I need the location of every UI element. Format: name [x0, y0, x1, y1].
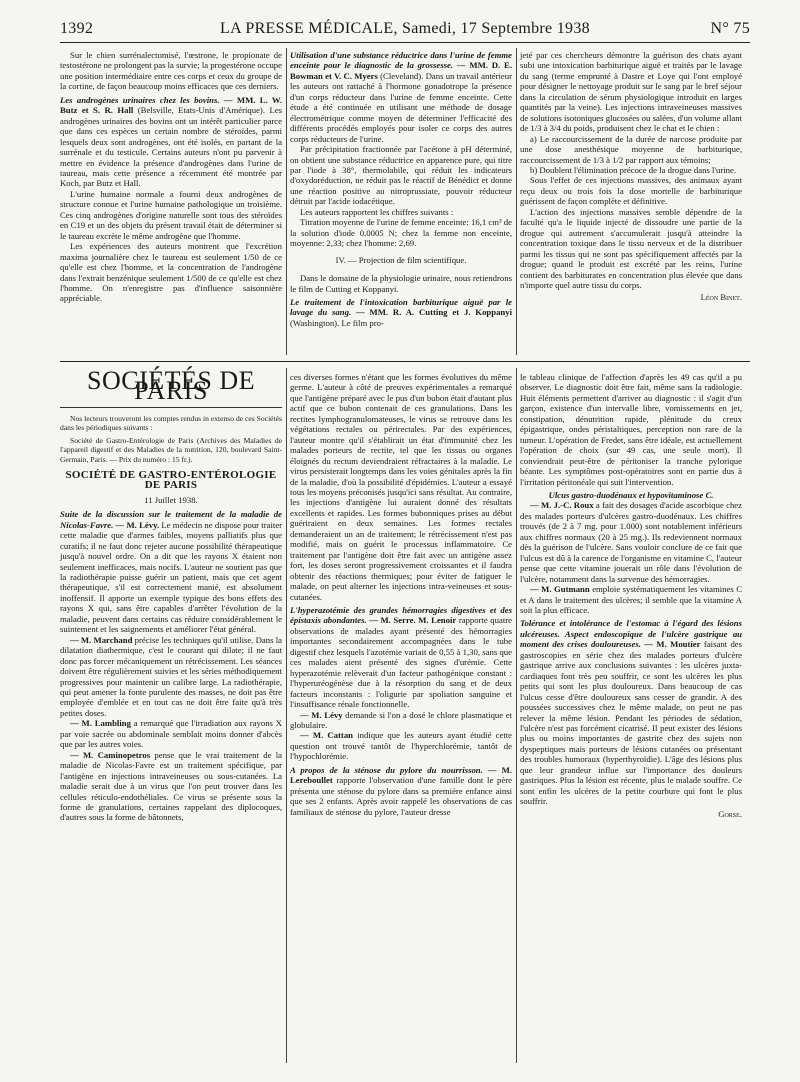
article-heading: L'hyperazotémie des grandes hémorragies digestives et des épistaxis abondantes. — — [290, 604, 512, 626]
paragraph: (Cleveland). Dans un travail antérieur les auteurs ont rattaché à l'hormone gonadotrope la présence d'un corps réducteur dans l'urine de femme enceinte. Cette étude a été continuée en utilisant une méthode de dosage électrométrique comme moyen de déterminer l'efficacité des différents procédés employés pour isoler ce corps des autres corps réducteurs de l'urine. — [290, 70, 512, 144]
article-entry — [520, 500, 742, 584]
paragraph: a fait des dosages d'acide ascorbique chez des malades porteurs d'ulcères gastro-duodénaux. Les chiffres trouvés (de 2 à 7 mg. pour 1.000) sont notablement inférieurs aux chiffres normaux (20 à 25 mg.). Ils redeviennent normaux dès la guérison de l'ulcère. Sans vouloir conclure de ce fait que l'ulcus est dû à la carence de l'organisme en vitamine C, l'auteur pense que cette vitamine jouerait un rôle dans l'évolution de l'ulcère, notamment dans la survenue des hémorragies. — [520, 500, 743, 584]
article-entry — [290, 710, 512, 731]
article-entry — [60, 750, 282, 823]
article-entry — [520, 618, 742, 806]
paragraph: L'urine humaine normale a fourni deux androgènes de structure connue et l'urine humaine pathologique un troisième. Ces cinq androgènes d'origine naturelle sont tous des stéroïdes en C19 et un des objets du présent travail était de déterminer si le taureau excrète le même androgène que l'homme. — [60, 188, 282, 241]
author-names: — M. Marchand — [70, 634, 133, 645]
top-column-2 — [290, 50, 512, 328]
author-names: MM. D. E. Bowman et V. C. Myers — [290, 60, 512, 81]
paragraph: Dans le domaine de la physiologie urinaire, nous retiendrons le film de Cutting et Koppanyi. — [290, 273, 512, 294]
paragraph: Les expériences des auteurs montrent que l'excrétion maxima journalière chez le taureau est seulement 1/50 de ce qu'elle est chez l'homme, et la concentration de l'androgène dans l'extrait benzénique seulement 1/500 de ce qu'elle est chez l'homme. On n'enregistre pas d'influence saisonnière appréciable. — [60, 241, 282, 304]
issue-number: N° 75 — [710, 20, 750, 37]
column-rule — [516, 48, 517, 355]
article-entry — [290, 765, 512, 817]
article-heading: Ulcus gastro-duodénaux et hypovitaminose C. — [548, 489, 714, 500]
author-names: M. Serre. M. Lenoir — [380, 615, 457, 626]
reference-note: Société de Gastro-Entérologie de Paris (Archives des Maladies de l'appareil digestif et des Maladies de la nutrition, 120, boulevard Saint-Germain, Paris. — Prix du numéro : 15 fr.). — [60, 435, 282, 464]
author-names: MM. R. A. Cutting et J. Koppanyi — [369, 307, 513, 318]
paragraph: (Washington). Le film pro- — [290, 317, 384, 328]
article-entry — [290, 730, 512, 761]
author-names: M. Lévy. — [126, 519, 160, 530]
section-divider — [60, 361, 750, 362]
title-rule — [60, 407, 282, 408]
article-heading: Utilisation d'une substance réductrice dans l'urine de femme enceinte pour le diagnostic de la grossesse. — — [290, 50, 512, 71]
paragraph: faisant des gastroscopies en série chez des malades porteurs d'ulcère gastrique arrive aux conclusions suivantes : les ulcères juxta-cardiaques font très peu souffrir, ce sont les ulcères les plus petits qui sont les plus douloureux. Dans beaucoup de cas l'ulcus cesse d'être douloureux sans cesser de grandir. A des poussées successives chez le même malade, on peut ne pas relever la même lésion. Pendant les périodes de sédation, l'ulcère n'est pas forcément cicatrisé. Il peut exister des lésions plus ou moins importantes de gastrite chez des sujets non dyspeptiques mais porteurs de lésions cutanées ou présentant des troubles humoraux (hyperthyroïdie). L'âge des lésions plus que leur grandeur influe sur l'importance des douleurs gastriques. Plus la lésion est récente, plus le malade souffre. Ce sont enfin les ulcères de la petite courbure qui font le plus souffrir. — [520, 639, 743, 807]
article-heading: Tolérance et intolérance de l'estomac à l'égard des lésions ulcéreuses. Aspect endoscopique de l'ulcère gastrique au moment des crises douloureuses. — — [520, 618, 742, 650]
author-names: MM. L. W. Butz et S. R. Hall — [60, 94, 282, 116]
page-number: 1392 — [60, 20, 94, 37]
paragraph: rapporte l'observation d'une famille dont le père présenta une sténose du pylore dans sa première enfance ainsi que ses 2 enfants. Après avoir rappelé les observations de cas familiaux de sténose du pylore, l'auteur dresse — [290, 775, 512, 817]
society-heading: SOCIÉTÉ DE GASTRO-ENTÉROLOGIE DE PARIS — [65, 468, 277, 492]
article-heading: Les androgènes urinaires chez les bovins. — — [60, 94, 233, 105]
page-header — [60, 20, 750, 43]
author-names: — M. Caminopetros — [70, 749, 151, 760]
paragraph: jeté par ces chercheurs démontre la guérison des chats ayant subi une intoxication barbiturique aiguë et traités par le lavage du sang (terme emprunté à Dastre et Loye qui l'ont employé pour désigner le nettoyage produit sur le sang par le bref séjour dans la circulation de sérum physiologique introduit en larges quantités par la veine). Les injections intraveineuses massives de solutions isotoniques glucosées ou salées, d'un volume allant de 1/3 à 3/4 du poids, produisent chez le chat et le chien : — [520, 50, 742, 134]
paragraph: (Belsville, Etats-Unis d'Amérique). Les androgènes urinaires des bovins ont un intérêt particulier parce que dans ces espèces un certain nombre de stéroïdes, parmi lesquels deux sont androgènes, ont été isolés, en partant de la surrénale et du testicule. Certains auteurs n'ont pu parvenir à mettre en évidence la présence d'androgènes dans l'urine de taureau, mais cette présence a récemment été montrée par Koch, par Butz et Hall. — [60, 105, 282, 189]
author-names: M. Moutier — [656, 639, 701, 650]
article-entry — [60, 509, 282, 634]
article-heading: Le traitement de l'intoxication barbiturique aiguë par le lavage du sang. — — [290, 296, 512, 318]
paragraph: Les auteurs rapportent les chiffres suivants : — [300, 206, 454, 217]
paragraph: ces diverses formes n'étant que les formes évolutives du même germe. L'auteur à côté de preuves expérimentales a remarqué que l'antigène préparé avec le pus d'un bubon était d'autant plus actif que ce bubon contenait de ces granulations. Dans les rectites lymphogranulomateuses, le virus se retrouve dans les végétations rectales ou périrectales. Par des expériences, l'auteur montre qu'il s'établirait un état d'immunité chez les malades porteurs de rectite, tel que les tissus ou organes éloignés du rectum deviendraient réfractaires à la maladie. Le virus persisterait longtemps dans les voies génitales après la fin de la maladie, d'où la possibilité d'épidémies. L'auteur a essayé tous les moyens préconisés jusqu'ici sans résultat. Au contraire, les injections d'antigène lui auraient donné des résultats excellents et rapides. Les formes bubonniques prises au début guériraient en deux semaines. Les formes rectales demanderaient un an de traitement; le rétrécissement n'est pas modifié, mais on guérit le processus inflammatoire. Ce traitement par l'antigène doit être fait avec un antigène assez fort, les doses seront progressivement croissantes et il faudra obtenir des réactions thermiques; pour éviter de fatiguer le malade, on peut alterner les injections intra-veineuses et sous-cutanées. — [290, 372, 512, 602]
author-names: M. Lereboullet — [290, 764, 512, 786]
article-entry — [290, 605, 512, 710]
author-names: — M. Lambling — [70, 718, 131, 729]
paragraph: emploie systématiquement les vitamines C et A dans le traitement des ulcères; il semble que la vitamine A soit la plus efficace. — [520, 584, 742, 615]
column-rule — [286, 48, 287, 355]
author-names: — M. Lévy — [300, 709, 343, 720]
top-column-1 — [60, 50, 282, 304]
paragraph: Par précipitation fractionnée par l'acétone à pH déterminé, on obtient une substance réductrice en apparence pure, qui titre par l'iode à 38°, thermolabile, qui réduit les indicateurs d'oxydoréduction, ne réduit pas le réactif de Bénédict et donne une réaction positive au nitroprussiate, pouvoir réducteur détruit par l'acide iodacétique. — [290, 144, 512, 207]
paragraph: précise les techniques qu'il utilise. Dans la dilatation diathermique, c'est le courant qui dilate; il ne faut donc pas forcer mécaniquement un rétrécissement. Les séances doivent être régulièrement suivies et les séries méthodiquement progressives pour maintenir un calibre large. La radiothérapie, qui peut amener la fonte purulente des masses, ne doit pas être employée d'emblée et en tout cas ne doit être faite qu'à très petites doses. — [60, 634, 283, 718]
paragraph: L'action des injections massives semble dépendre de la faculté qu'a le liquide injecté de dissoudre une partie de la drogue qui autrement s'accumulerait jusqu'à atteindre la concentration toxique dans le tissu nerveux et de la distribuer parmi les tissus qui ne sont pas spécifiquement affectés par la drogue; quand le produit est excrété par les reins, l'urine contient des barbiturates en concentration plus élevée que dans n'importe quel autre tissu du corps. — [520, 206, 742, 290]
session-date: 11 Juillet 1938. — [144, 494, 198, 505]
article-heading: A propos de la sténose du pylore du nourrisson. — — [290, 764, 497, 775]
paragraph: Le médecin ne dispose pour traiter cette maladie que d'armes faibles, moyens palliatifs plus que curatifs; il ne faut donc rejeter aucune possibilité thérapeutique jusqu'à nouvel ordre. On a dit que les rayons X étaient non seulement inefficaces, mais nocifs. L'auteur ne soutient pas que la radiothérapie puisse guérir un patient, mais que cet agent thérapeutique, s'il est correctement manié, est absolument inoffensif. Il apporte un exemple typique des bons effets des rayons X qui, sans être capables d'arrêter l'évolution de la maladie, peuvent dans certains cas réduire considérablement le suintement et les saignements et améliorer l'état général. — [60, 519, 283, 635]
paragraph: Sous l'effet de ces injections massives, des animaux ayant reçu deux ou trois fois la dose mortelle de barbiturique guérissent de façon complète et définitive. — [520, 175, 742, 207]
paragraph: indique que les auteurs ayant étudié cette question ont trouvé tantôt de l'hyperchlorémie, tantôt de l'hypochlorémie. — [290, 730, 513, 762]
top-column-3 — [520, 50, 742, 303]
author-signature: Gorse. — [718, 808, 742, 819]
paragraph: demande si l'on a dosé le chlore plasmatique et globulaire. — [290, 709, 513, 730]
article-entry — [520, 584, 742, 615]
article-entry — [290, 297, 512, 328]
paragraph: b) Doublent l'élimination précoce de la drogue dans l'urine. — [530, 164, 737, 175]
article-entry — [60, 635, 282, 719]
author-names: — M. Cattan — [300, 730, 353, 741]
societies-column-2 — [290, 372, 512, 817]
paragraph: pense que le vrai traitement de la maladie de Nicolas-Favre est un traitement spécifique, par l'antigène en injections intraveineuses ou sous-cutanées. La maladie serait due à un virus que l'on peut trouver dans les cellules réticulo-endothéliales. Ce virus se présente sous la forme de granulations, certaines rappelant des diplocoques, d'autres sous la forme de bâtonnets, — [60, 749, 282, 823]
column-rule — [286, 368, 287, 1063]
paragraph: le tableau clinique de l'affection d'après les 49 cas qu'il a pu observer. Le diagnostic doit être fait, même sans la radiologie. Huit éléments permettent d'arriver au diagnostic : il s'agit d'un garçon, existence d'un intervalle libre, vomissements en jet, constipation, dénutrition rapide, plénitude du creux épigastrique, ondes péristaltiques, perception non rare de la tumeur. L'opération de Fredet, sans être idéale, est actuellement l'opération de choix (sur 49 cas, une seule mort). Il conviendrait peut-être de péritoniser la tranche pylorique béante. Les symptômes post-opératoires sont en partie dus à l'irritation péritonéale qui suit l'intervention. — [520, 372, 742, 487]
article-entry — [60, 718, 282, 749]
journal-title: LA PRESSE MÉDICALE, Samedi, 17 Septembre 1938 — [220, 20, 590, 37]
paragraph: Sur le chien surrénalectomisé, l'œstrone, le propionate de testostérone ne prolongent pas la survie; la progestérone occupe une position intermédiaire entre ces corps et ceux du groupe de la cortine, de façon beaucoup moins efficaces que ces derniers. — [60, 50, 282, 92]
author-names: — M. J.-C. Roux — [530, 500, 594, 511]
societies-column-3 — [520, 372, 742, 819]
intro-note: Nos lecteurs trouveront les comptes rendus in extenso de ces Sociétés dans les périodiques suivants : — [60, 413, 282, 433]
column-rule — [516, 368, 517, 1063]
paragraph: Titration moyenne de l'urine de femme enceinte: 16,1 cm³ de la solution d'iode 0.0005 N; chez la femme non enceinte, moyenne: 2,33; chez l'homme: 2,69. — [290, 217, 512, 249]
author-names: — M. Gutmann — [530, 584, 590, 595]
societies-column-1 — [60, 366, 283, 823]
author-signature: Léon Binet. — [700, 292, 742, 303]
section-heading: IV. — Projection de film scientifique. — [335, 254, 467, 265]
paragraph: rapporte quatre observations de malades ayant présenté des hémorragies importantes secondairement accompagnées dans le tube digestif chez lesquels l'azotémie variait de 0,55 à 1,30, sans que ces malades aient présenté des signes d'urémie. Cette hyperazotémie relèverait d'un facteur pathogénique constant : l'hyperuréogénèse due à la résorption du sang et de deux facteurs inconstants : l'oligurie par spoliation sanguine et l'insuffisance rénale fonctionnelle. — [290, 615, 513, 710]
paragraph: a remarqué que l'irradiation aux rayons X par voie sacrée ou abdominale semblait moins donner d'abcès que par les autres voies. — [60, 718, 283, 750]
paragraph: a) Le raccourcissement de la durée de narcose produite par une dose anesthésique moyenne de barbiturique, raccourcissement de 1/3 à 1/2 par rapport aux témoins; — [520, 133, 742, 165]
article-heading: Suite de la discussion sur le traitement de la maladie de Nicolas-Favre. — — [60, 509, 282, 530]
section-title: SOCIÉTÉS DE PARIS — [87, 366, 255, 406]
article-entry — [60, 95, 282, 189]
article-entry — [290, 50, 512, 144]
